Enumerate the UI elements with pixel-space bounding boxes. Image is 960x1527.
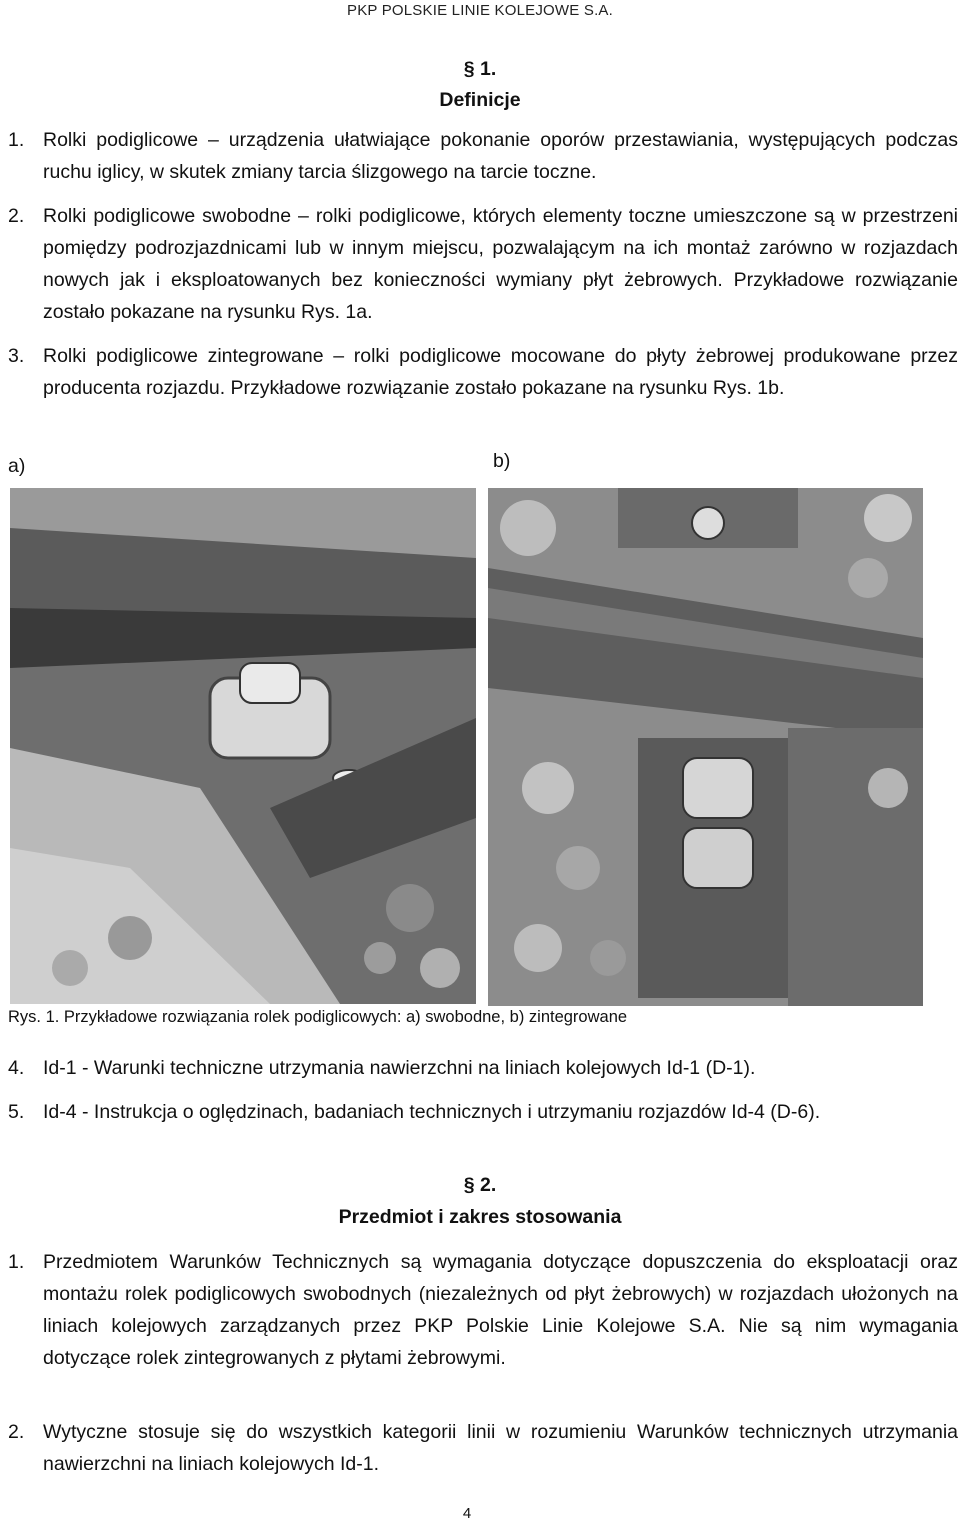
item-number: 4.: [8, 1057, 25, 1079]
item-text: Rolki podiglicowe swobodne – rolki podiglicowe, których elementy toczne umieszczone są w przestrzeni pomiędzy podrozjazdnicami lub w innym miejscu, pozwalającym na ich montaż zarówno w rozjazdach nowych jak i eksploatowanych bez konieczności wymiany płyt żebrowych. Przykładowe rozwiązanie zostało pokazane na rysunku Rys. 1a.: [43, 205, 958, 323]
item-text: Wytyczne stosuje się do wszystkich kategorii linii w rozumieniu Warunków technicznych utrzymania nawierzchni na liniach kolejowych Id-1.: [43, 1421, 958, 1475]
document-header: PKP POLSKIE LINIE KOLEJOWE S.A.: [346, 2, 614, 19]
figure-label-b: b): [493, 450, 511, 472]
item-text: Rolki podiglicowe – urządzenia ułatwiające pokonanie oporów przestawiania, występujących podczas ruchu iglicy, w skutek zmiany tarcia ślizgowego na tarcie toczne.: [43, 129, 958, 183]
item-text: Przedmiotem Warunków Technicznych są wymagania dotyczące dopuszczenia do eksploatacji oraz montażu rolek podiglicowych swobodnych (niezależnych od płyt żebrowych) w rozjazdach ułożonych na liniach kolejowych zarządzanych przez PKP Polskie Linie Kolejowe S.A. Nie są nim wymagania dotyczące rolek zintegrowanych z płytami żebrowymi.: [43, 1251, 958, 1369]
page-number: 4: [462, 1505, 472, 1522]
item-text: Id-4 - Instrukcja o oględzinach, badaniach technicznych i utrzymaniu rozjazdów Id-4 (D-6).: [43, 1101, 821, 1123]
item-number: 1.: [8, 1251, 25, 1273]
item-number: 5.: [8, 1101, 25, 1123]
section-1-number: § 1.: [463, 58, 497, 80]
definition-item-2: [8, 200, 958, 328]
figure-label-a: a): [8, 455, 26, 477]
photo-integrated-roller: [488, 488, 923, 1006]
section-1-title: Definicje: [439, 89, 521, 111]
definition-item-1: [8, 124, 958, 188]
definition-item-3: [8, 340, 958, 404]
definition-item-5: [8, 1096, 958, 1128]
photo-free-roller: [10, 488, 476, 1004]
item-text: Id-1 - Warunki techniczne utrzymania nawierzchni na liniach kolejowych Id-1 (D-1).: [43, 1057, 756, 1079]
scope-item-1: [8, 1246, 958, 1374]
item-text: Rolki podiglicowe zintegrowane – rolki podiglicowe mocowane do płyty żebrowej produkowane przez producenta rozjazdu. Przykładowe rozwiązanie zostało pokazane na rysunku Rys. 1b.: [43, 345, 958, 399]
item-number: 2.: [8, 1421, 25, 1443]
scope-item-2: [8, 1416, 958, 1480]
item-number: 3.: [8, 345, 25, 367]
section-2-title: Przedmiot i zakres stosowania: [338, 1206, 622, 1228]
item-number: 2.: [8, 205, 25, 227]
figure-caption: Rys. 1. Przykładowe rozwiązania rolek podiglicowych: a) swobodne, b) zintegrowane: [8, 1008, 628, 1026]
item-number: 1.: [8, 129, 25, 151]
definition-item-4: [8, 1052, 958, 1084]
section-2-number: § 2.: [463, 1174, 497, 1196]
